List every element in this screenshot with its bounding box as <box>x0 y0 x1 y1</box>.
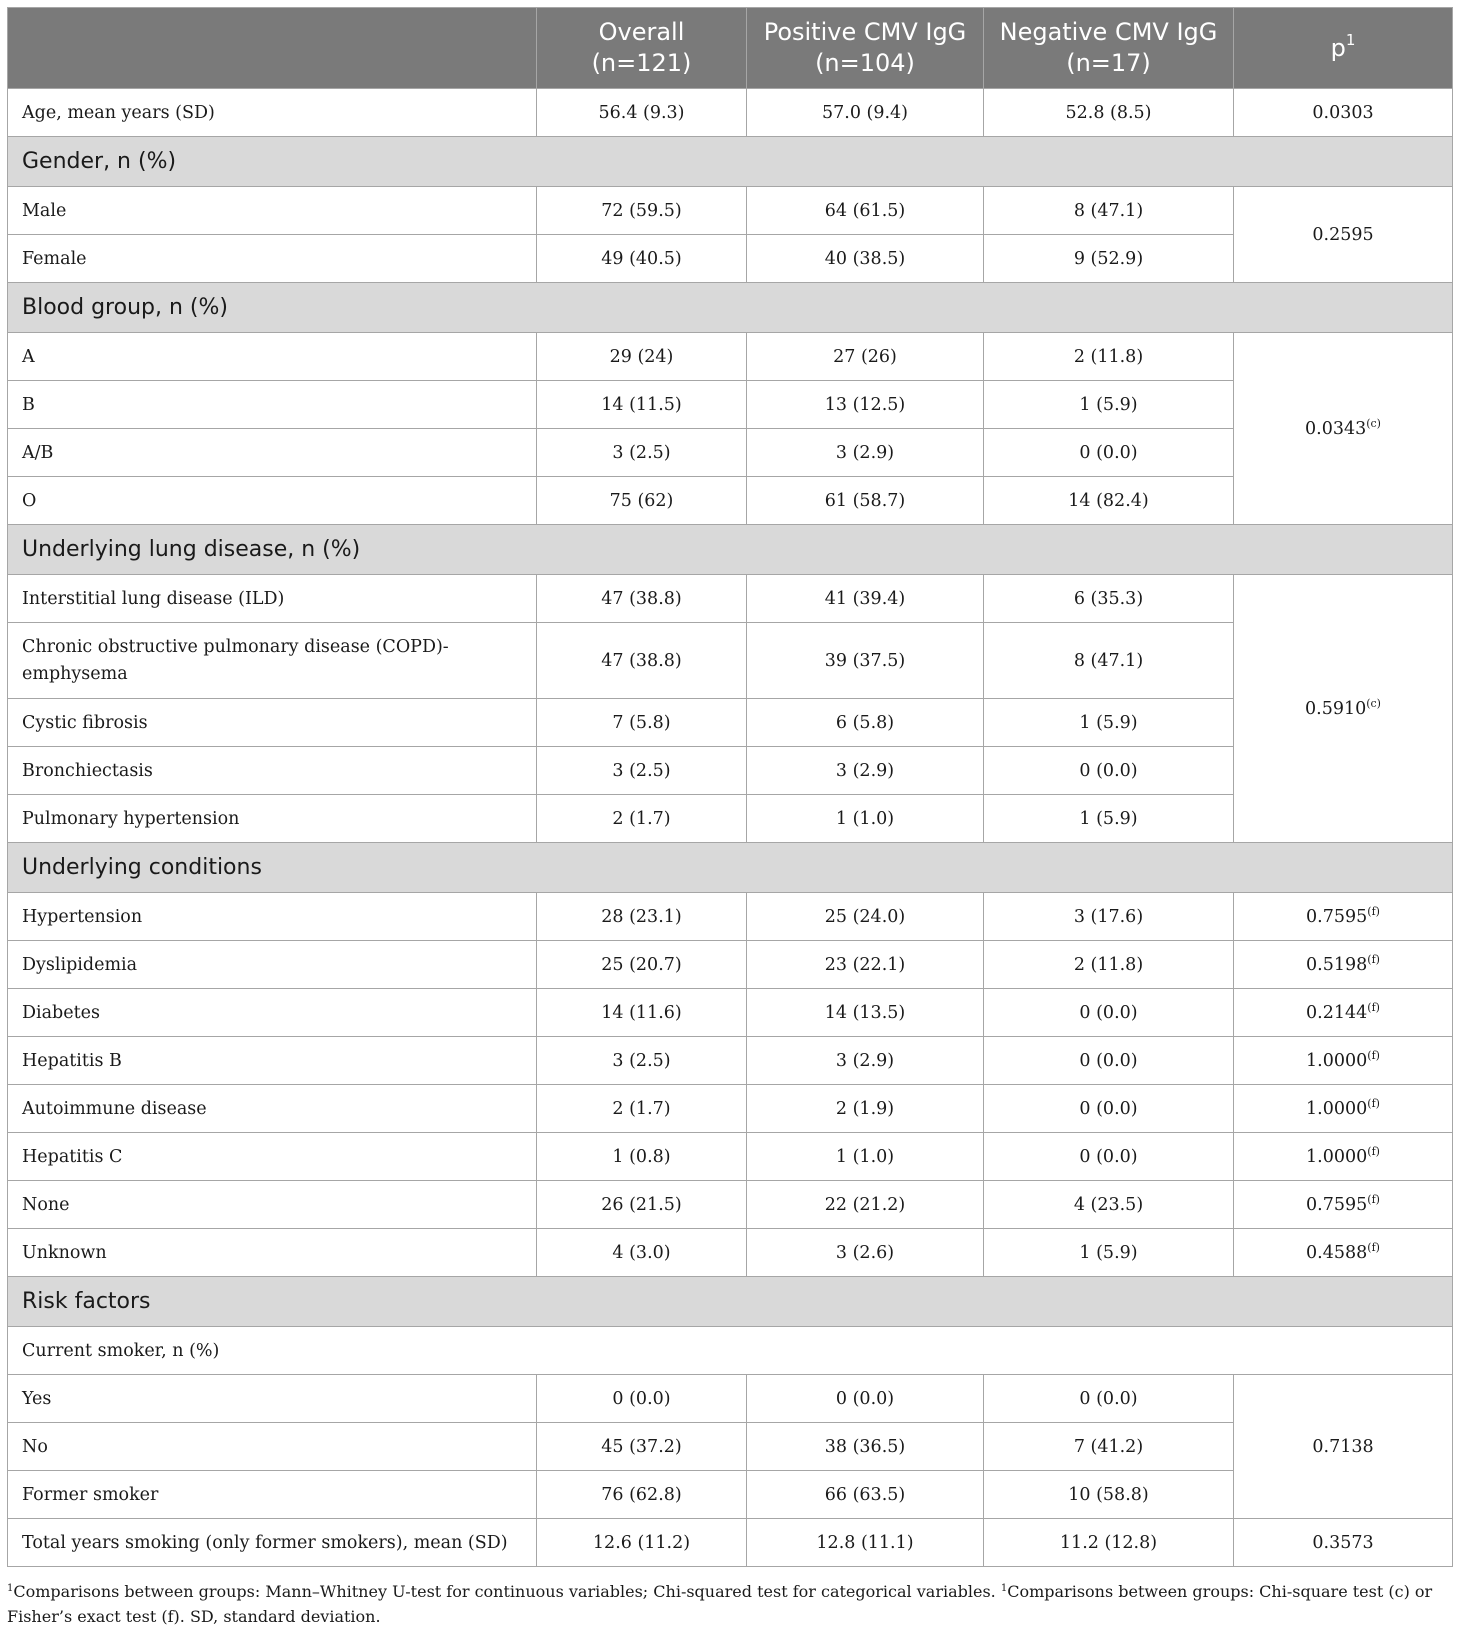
section-title: Blood group, n (%) <box>8 283 1453 333</box>
cell-positive: 13 (12.5) <box>747 381 984 429</box>
row-label: Diabetes <box>8 989 537 1037</box>
section-title: Gender, n (%) <box>8 137 1453 187</box>
cell-positive: 12.8 (11.1) <box>747 1519 984 1567</box>
footnote-marker: 1 <box>1000 1583 1008 1594</box>
cell-negative: 14 (82.4) <box>984 477 1234 525</box>
header-negative-cmv: Negative CMV IgG (n=17) <box>984 8 1234 89</box>
p-value: 0.5198 <box>1306 954 1368 975</box>
p-value: 0.2144 <box>1306 1002 1368 1023</box>
cell-negative: 1 (5.9) <box>984 381 1234 429</box>
cell-positive: 38 (36.5) <box>747 1423 984 1471</box>
cell-overall: 45 (37.2) <box>537 1423 747 1471</box>
row-label: Interstitial lung disease (ILD) <box>8 575 537 623</box>
table-row <box>8 333 1453 381</box>
cell-overall: 14 (11.6) <box>537 989 747 1037</box>
footnote-text: Comparisons between groups: Chi-square test (c) or Fisher’s exact test (f). SD, standard deviation. <box>7 1582 1433 1626</box>
cell-positive: 3 (2.6) <box>747 1229 984 1277</box>
p-value: 0.5910 <box>1305 698 1367 719</box>
header-variable <box>8 8 537 89</box>
cell-negative: 6 (35.3) <box>984 575 1234 623</box>
cell-negative: 0 (0.0) <box>984 1085 1234 1133</box>
cell-overall: 2 (1.7) <box>537 1085 747 1133</box>
p-superscript: (c) <box>1366 416 1381 430</box>
row-label: Dyslipidemia <box>8 941 537 989</box>
section-header-blood-group <box>8 283 1453 333</box>
footnote-marker: 1 <box>7 1583 14 1594</box>
p-value: 1.0000 <box>1306 1146 1368 1167</box>
cell-positive: 27 (26) <box>747 333 984 381</box>
cell-p <box>1234 1181 1453 1229</box>
cell-overall: 12.6 (11.2) <box>537 1519 747 1567</box>
section-header-risk-factors <box>8 1277 1453 1327</box>
cell-p <box>1234 1037 1453 1085</box>
cell-p <box>1234 333 1453 525</box>
section-header-lung-disease <box>8 525 1453 575</box>
cell-p <box>1234 1133 1453 1181</box>
row-label: None <box>8 1181 537 1229</box>
cell-p <box>1234 1085 1453 1133</box>
cell-negative: 3 (17.6) <box>984 893 1234 941</box>
section-header-underlying-conditions <box>8 843 1453 893</box>
p-superscript: (f) <box>1367 1096 1380 1110</box>
cell-negative: 0 (0.0) <box>984 1133 1234 1181</box>
cmv-characteristics-table <box>7 7 1453 1567</box>
cell-negative: 2 (11.8) <box>984 333 1234 381</box>
cell-positive: 1 (1.0) <box>747 795 984 843</box>
cell-overall: 14 (11.5) <box>537 381 747 429</box>
cell-negative: 7 (41.2) <box>984 1423 1234 1471</box>
cell-negative: 4 (23.5) <box>984 1181 1234 1229</box>
section-title: Underlying lung disease, n (%) <box>8 525 1453 575</box>
cell-negative: 1 (5.9) <box>984 699 1234 747</box>
table-row <box>8 89 1453 137</box>
cell-negative: 1 (5.9) <box>984 795 1234 843</box>
cell-positive: 14 (13.5) <box>747 989 984 1037</box>
cell-negative: 2 (11.8) <box>984 941 1234 989</box>
row-label: A/B <box>8 429 537 477</box>
header-p-sup: 1 <box>1345 30 1356 49</box>
cell-positive: 64 (61.5) <box>747 187 984 235</box>
cell-positive: 3 (2.9) <box>747 747 984 795</box>
table-row <box>8 1327 1453 1375</box>
cell-positive: 22 (21.2) <box>747 1181 984 1229</box>
cell-p <box>1234 575 1453 843</box>
cell-negative: 11.2 (12.8) <box>984 1519 1234 1567</box>
cell-positive: 61 (58.7) <box>747 477 984 525</box>
cell-negative: 0 (0.0) <box>984 989 1234 1037</box>
row-label: Pulmonary hypertension <box>8 795 537 843</box>
header-p <box>1234 8 1453 89</box>
cell-overall: 29 (24) <box>537 333 747 381</box>
section-title: Risk factors <box>8 1277 1453 1327</box>
cell-negative: 0 (0.0) <box>984 747 1234 795</box>
row-label: Former smoker <box>8 1471 537 1519</box>
table-row <box>8 187 1453 235</box>
cell-p: 0.0303 <box>1234 89 1453 137</box>
row-label: Yes <box>8 1375 537 1423</box>
row-label: Unknown <box>8 1229 537 1277</box>
cell-overall: 3 (2.5) <box>537 747 747 795</box>
cell-overall: 3 (2.5) <box>537 1037 747 1085</box>
p-superscript: (f) <box>1367 1192 1380 1206</box>
cell-overall: 4 (3.0) <box>537 1229 747 1277</box>
cell-positive: 57.0 (9.4) <box>747 89 984 137</box>
row-label: B <box>8 381 537 429</box>
cell-positive: 25 (24.0) <box>747 893 984 941</box>
p-superscript: (f) <box>1367 952 1380 966</box>
header-positive-cmv: Positive CMV IgG (n=104) <box>747 8 984 89</box>
p-value: 1.0000 <box>1306 1050 1368 1071</box>
cell-p <box>1234 989 1453 1037</box>
table-header-row <box>8 8 1453 89</box>
p-value: 0.0343 <box>1305 418 1367 439</box>
p-superscript: (f) <box>1367 1000 1380 1014</box>
p-superscript: (f) <box>1367 1240 1380 1254</box>
cell-overall: 72 (59.5) <box>537 187 747 235</box>
p-value: 0.7595 <box>1306 1194 1368 1215</box>
cell-positive: 6 (5.8) <box>747 699 984 747</box>
cell-p: 0.3573 <box>1234 1519 1453 1567</box>
p-superscript: (f) <box>1367 1144 1380 1158</box>
cell-positive: 1 (1.0) <box>747 1133 984 1181</box>
row-label: Hepatitis C <box>8 1133 537 1181</box>
header-p-label: p <box>1330 33 1346 62</box>
p-superscript: (f) <box>1367 1048 1380 1062</box>
row-label: A <box>8 333 537 381</box>
table-row <box>8 1133 1453 1181</box>
cell-p <box>1234 1229 1453 1277</box>
row-label: Chronic obstructive pulmonary disease (COPD)-emphysema <box>8 623 537 699</box>
table-row <box>8 575 1453 623</box>
row-label: Age, mean years (SD) <box>8 89 537 137</box>
cell-positive: 2 (1.9) <box>747 1085 984 1133</box>
row-label: No <box>8 1423 537 1471</box>
cell-overall: 76 (62.8) <box>537 1471 747 1519</box>
p-superscript: (f) <box>1367 904 1380 918</box>
row-label: Cystic fibrosis <box>8 699 537 747</box>
cell-p: 0.7138 <box>1234 1375 1453 1519</box>
table-row <box>8 1519 1453 1567</box>
row-label: Male <box>8 187 537 235</box>
cell-positive: 0 (0.0) <box>747 1375 984 1423</box>
cell-positive: 23 (22.1) <box>747 941 984 989</box>
cell-negative: 1 (5.9) <box>984 1229 1234 1277</box>
cell-negative: 8 (47.1) <box>984 187 1234 235</box>
cell-p: 0.2595 <box>1234 187 1453 283</box>
cell-positive: 40 (38.5) <box>747 235 984 283</box>
p-value: 1.0000 <box>1306 1098 1368 1119</box>
section-header-gender <box>8 137 1453 187</box>
table-row <box>8 1181 1453 1229</box>
cell-overall: 47 (38.8) <box>537 623 747 699</box>
row-label: Hypertension <box>8 893 537 941</box>
header-overall: Overall (n=121) <box>537 8 747 89</box>
cell-overall: 47 (38.8) <box>537 575 747 623</box>
cell-overall: 7 (5.8) <box>537 699 747 747</box>
p-superscript: (c) <box>1366 696 1381 710</box>
cell-negative: 8 (47.1) <box>984 623 1234 699</box>
p-value: 0.7595 <box>1306 906 1368 927</box>
table-row <box>8 893 1453 941</box>
p-value: 0.4588 <box>1306 1242 1368 1263</box>
row-label: Hepatitis B <box>8 1037 537 1085</box>
table-row <box>8 941 1453 989</box>
cell-negative: 0 (0.0) <box>984 1375 1234 1423</box>
cell-p <box>1234 941 1453 989</box>
cell-positive: 66 (63.5) <box>747 1471 984 1519</box>
cell-overall: 26 (21.5) <box>537 1181 747 1229</box>
cell-overall: 1 (0.8) <box>537 1133 747 1181</box>
cell-positive: 39 (37.5) <box>747 623 984 699</box>
row-label: Bronchiectasis <box>8 747 537 795</box>
table-row <box>8 989 1453 1037</box>
cell-overall: 3 (2.5) <box>537 429 747 477</box>
footnote-text: Comparisons between groups: Mann–Whitney U-test for continuous variables; Chi-squared test for categorical variables. <box>13 1582 1001 1601</box>
cell-negative: 52.8 (8.5) <box>984 89 1234 137</box>
row-label: Female <box>8 235 537 283</box>
cell-positive: 3 (2.9) <box>747 429 984 477</box>
cell-overall: 28 (23.1) <box>537 893 747 941</box>
cell-p <box>1234 893 1453 941</box>
row-label: Total years smoking (only former smokers), mean (SD) <box>8 1519 537 1567</box>
row-label: O <box>8 477 537 525</box>
table-row <box>8 1037 1453 1085</box>
cell-overall: 75 (62) <box>537 477 747 525</box>
cell-negative: 0 (0.0) <box>984 429 1234 477</box>
row-label: Current smoker, n (%) <box>8 1327 1453 1375</box>
cell-positive: 3 (2.9) <box>747 1037 984 1085</box>
cell-negative: 9 (52.9) <box>984 235 1234 283</box>
cell-positive: 41 (39.4) <box>747 575 984 623</box>
table-row <box>8 1085 1453 1133</box>
cell-negative: 0 (0.0) <box>984 1037 1234 1085</box>
table-row <box>8 1229 1453 1277</box>
cell-overall: 2 (1.7) <box>537 795 747 843</box>
table-footnote <box>7 1579 1452 1629</box>
row-label: Autoimmune disease <box>8 1085 537 1133</box>
cell-overall: 25 (20.7) <box>537 941 747 989</box>
cell-overall: 0 (0.0) <box>537 1375 747 1423</box>
section-title: Underlying conditions <box>8 843 1453 893</box>
cell-overall: 56.4 (9.3) <box>537 89 747 137</box>
cell-overall: 49 (40.5) <box>537 235 747 283</box>
cell-negative: 10 (58.8) <box>984 1471 1234 1519</box>
table-row <box>8 1375 1453 1423</box>
